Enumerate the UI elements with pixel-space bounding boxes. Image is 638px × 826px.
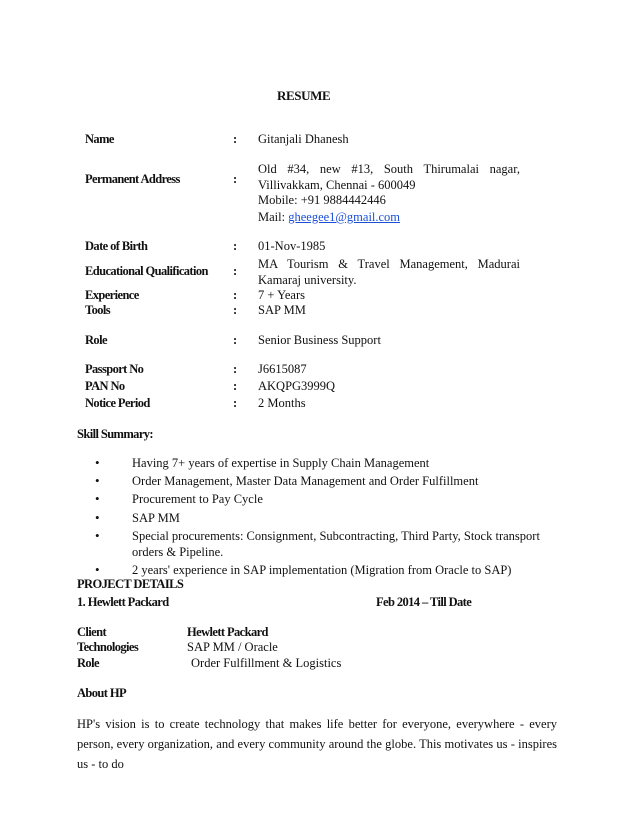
pan-colon: : [233, 379, 238, 393]
mobile-value: Mobile: +91 9884442446 [258, 193, 386, 207]
project-title: 1. Hewlett Packard [77, 595, 169, 609]
passport-colon: : [233, 362, 238, 376]
dob-label: Date of Birth [85, 239, 148, 253]
client-value: Hewlett Packard [187, 625, 268, 639]
about-heading: About HP [77, 686, 127, 700]
dob-value: 01-Nov-1985 [258, 239, 326, 253]
tools-label: Tools [85, 303, 111, 317]
skill-item: • 2 years' experience in SAP implementation (Migration from Oracle to SAP) [95, 562, 565, 578]
education-colon: : [233, 264, 238, 278]
experience-value: 7 + Years [258, 288, 305, 302]
education-label: Educational Qualification [85, 264, 208, 278]
skill-item: • Having 7+ years of expertise in Supply Chain Management [95, 455, 565, 471]
about-paragraph: HP's vision is to create technology that makes life better for everyone, everywhere - every person, every organization, and every community around the globe. This motivates us - inspires us - to do [77, 717, 557, 771]
address-colon: : [233, 172, 238, 186]
tools-value: SAP MM [258, 303, 306, 317]
role-label: Role [85, 333, 107, 347]
skill-item: • Procurement to Pay Cycle [95, 491, 565, 507]
skill-item: • Special procurements: Consignment, Subcontracting, Third Party, Stock transport orders & Pipeline. [95, 528, 565, 560]
resume-title: RESUME [277, 88, 331, 103]
project-details-heading: PROJECT DETAILS [77, 577, 184, 591]
project-role-value: Order Fulfillment & Logistics [191, 656, 342, 670]
project-role-label: Role [77, 656, 99, 670]
pan-label: PAN No [85, 379, 125, 393]
technologies-label: Technologies [77, 640, 139, 654]
name-label: Name [85, 132, 114, 146]
passport-value: J6615087 [258, 362, 307, 376]
email-link[interactable]: gheegee1@gmail.com [288, 210, 401, 224]
project-period: Feb 2014 – Till Date [376, 595, 472, 609]
role-colon: : [233, 333, 238, 347]
dob-colon: : [233, 239, 238, 253]
role-value: Senior Business Support [258, 333, 381, 347]
address-value: Old #34, new #13, South Thirumalai nagar, Villivakkam, Chennai - 600049 [258, 162, 520, 192]
pan-value: AKQPG3999Q [258, 379, 336, 393]
education-value: MA Tourism & Travel Management, Madurai Kamaraj university. [258, 257, 520, 287]
skill-item: • Order Management, Master Data Management and Order Fulfillment [95, 473, 565, 489]
name-colon: : [233, 132, 238, 146]
notice-colon: : [233, 396, 238, 410]
notice-label: Notice Period [85, 396, 150, 410]
passport-label: Passport No [85, 362, 144, 376]
address-label: Permanent Address [85, 172, 180, 186]
client-label: Client [77, 625, 107, 639]
tools-colon: : [233, 303, 238, 317]
mail-line [258, 210, 400, 225]
experience-colon: : [233, 288, 238, 302]
mail-label: Mail: [258, 210, 289, 224]
skill-item: • SAP MM [95, 510, 565, 526]
skills-heading: Skill Summary: [77, 427, 153, 441]
name-value: Gitanjali Dhanesh [258, 132, 349, 146]
notice-value: 2 Months [258, 396, 306, 410]
skills-list [95, 455, 565, 580]
technologies-value: SAP MM / Oracle [187, 640, 278, 654]
experience-label: Experience [85, 288, 139, 302]
